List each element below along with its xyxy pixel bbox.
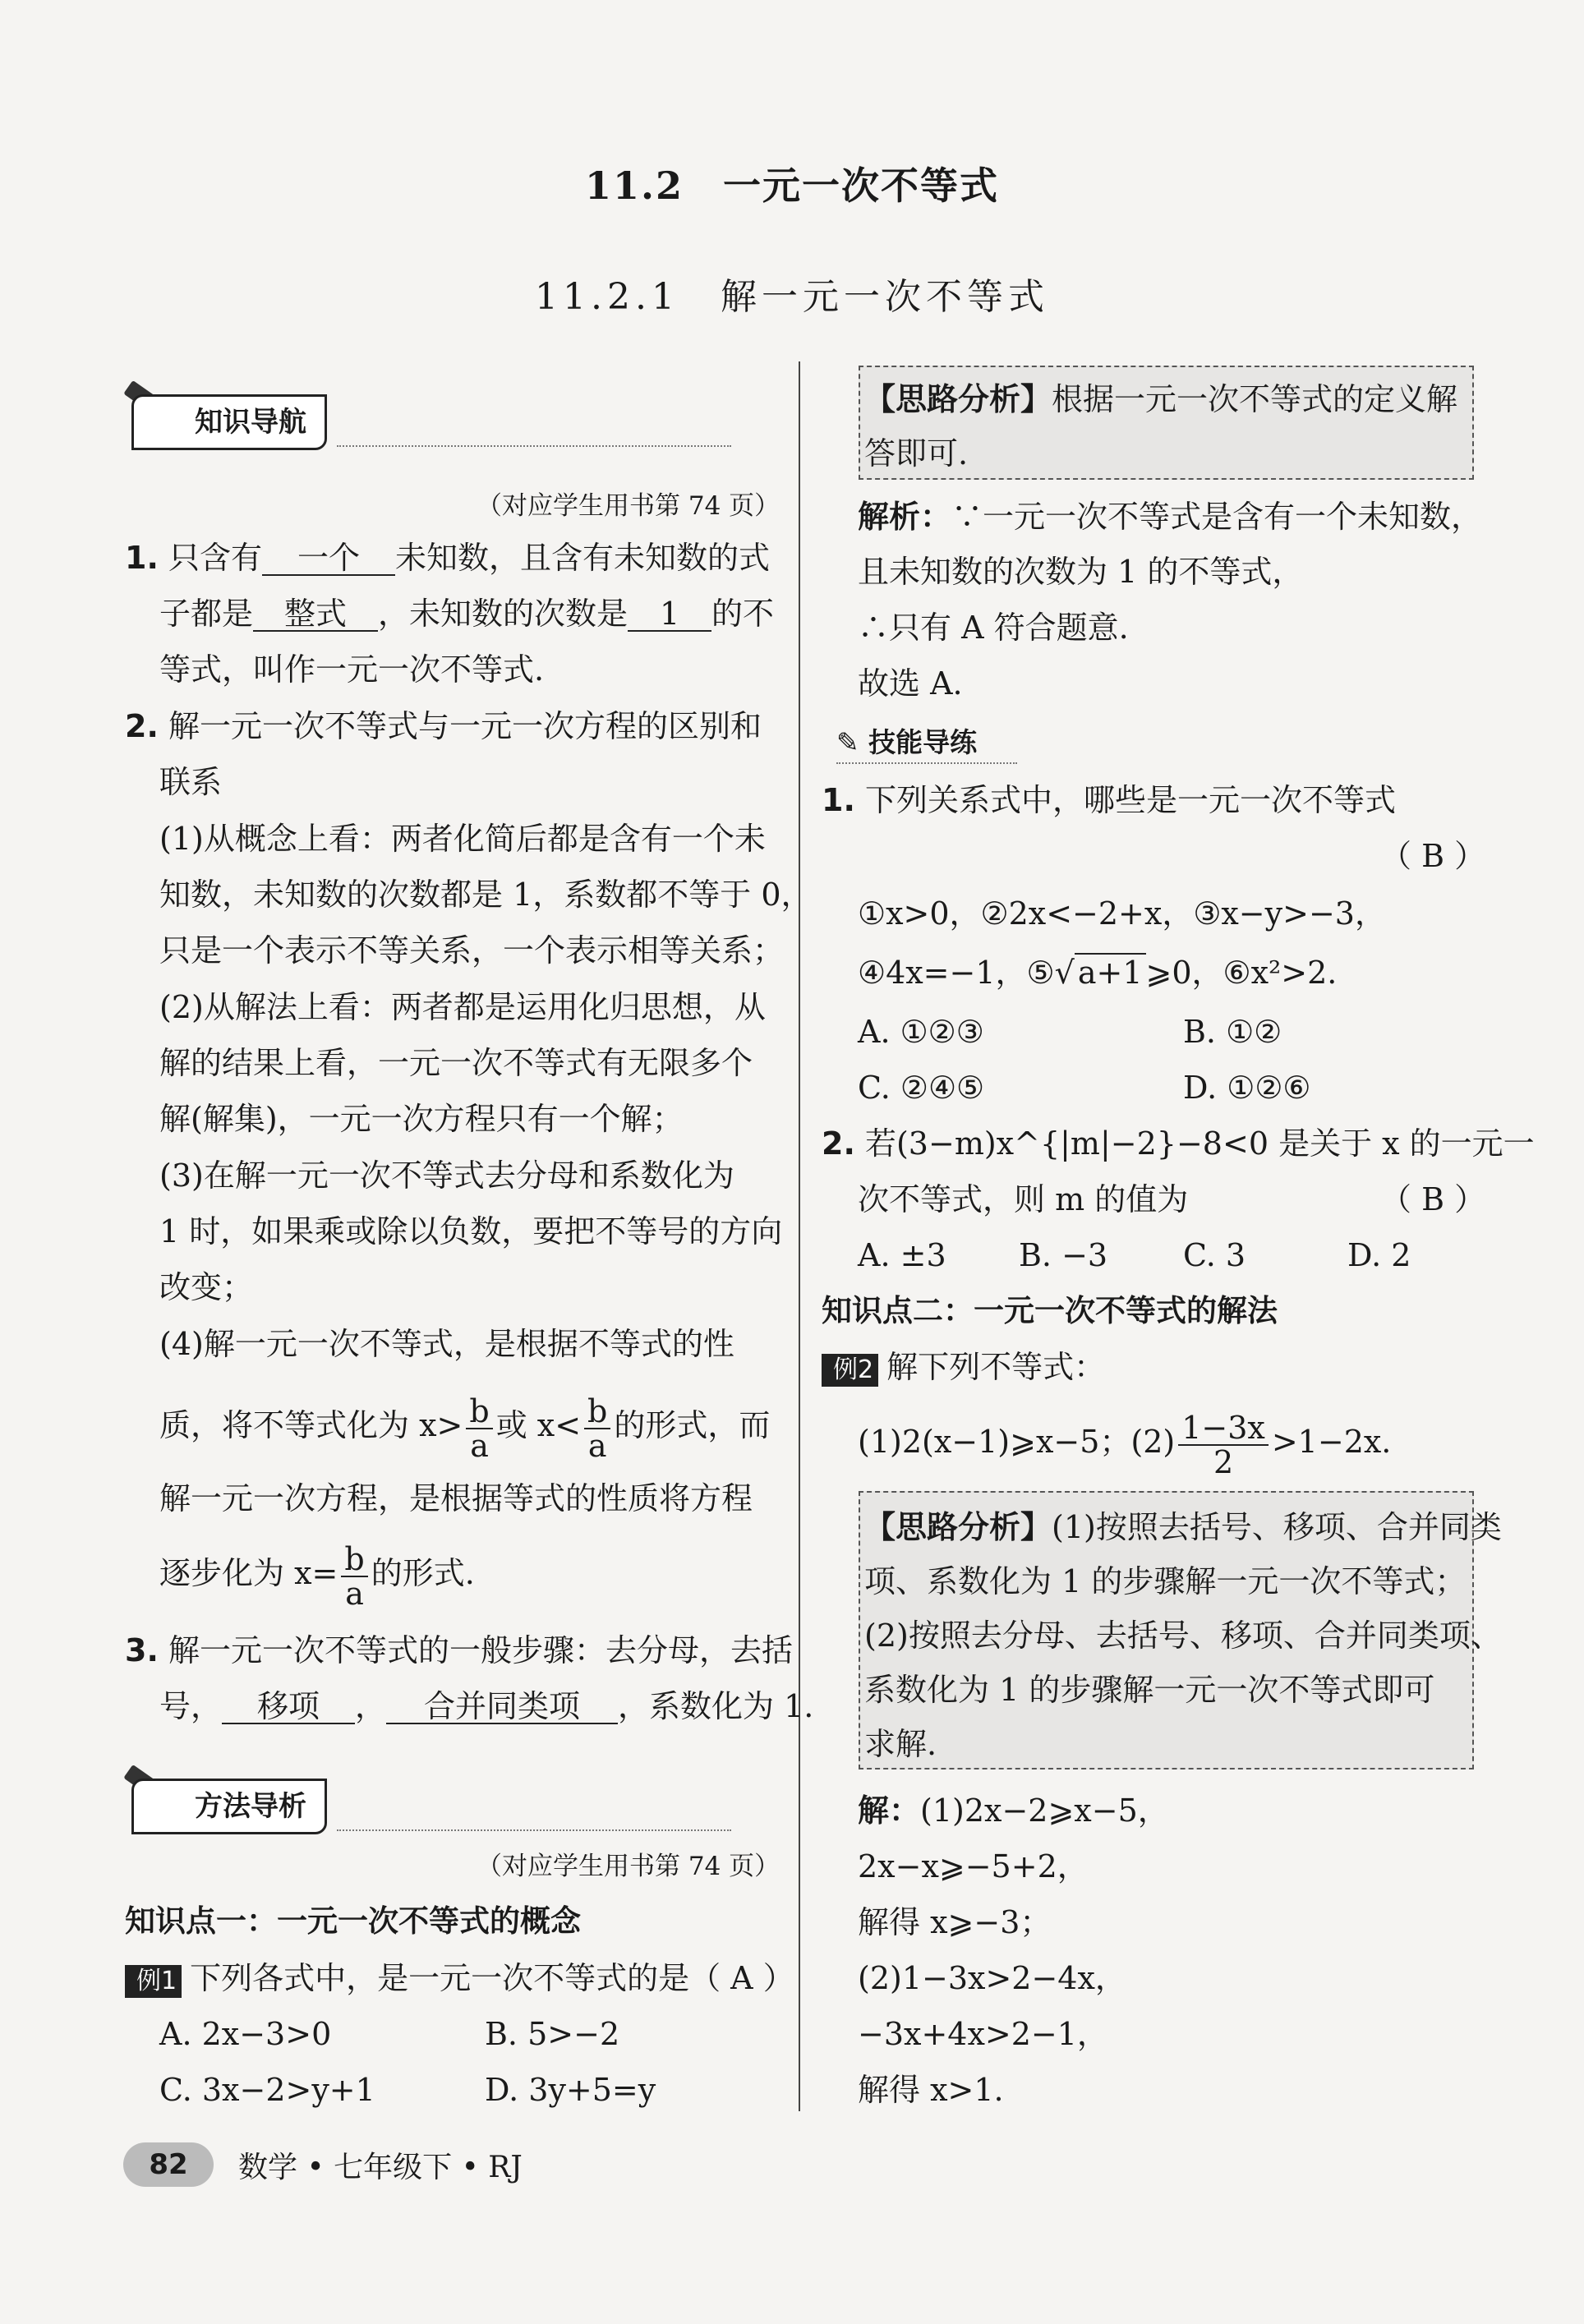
s1-option-b: B. ①②	[1183, 1014, 1282, 1050]
example1-question: 例1 下列各式中，是一元一次不等式的是（ A ）	[125, 1958, 794, 1998]
s1-option-c: C. ②④⑤	[858, 1070, 985, 1106]
s1-option-d: D. ①②⑥	[1183, 1070, 1311, 1106]
q2-p4b: 质，将不等式化为 x> $\frac{b}{a}$ 或 x< $\frac{b}{a}$ 的形式，而	[159, 1392, 771, 1464]
q2-p1b: 知数，未知数的次数都是 1，系数都不等于 0，	[159, 877, 813, 913]
sol1-line4: 故选 A.	[858, 665, 963, 702]
s1-line2: ①x>0，②2x<−2+x，③x−y>−3，	[858, 895, 1386, 932]
s2-option-d: D. 2	[1347, 1237, 1411, 1273]
ex1-option-a: A. 2x−3>0	[159, 2016, 332, 2052]
s1-answer: （ B ）	[1380, 838, 1486, 874]
box1-line1: 【思路分析】根据一元一次不等式的定义解	[864, 381, 1458, 417]
skill-practice-heading: ✎ 技能导练	[836, 726, 978, 758]
box2-line1: 【思路分析】(1)按照去括号、移项、合并同类	[864, 1509, 1502, 1545]
ex1-option-b: B. 5>−2	[485, 2016, 620, 2052]
q2-p1c: 只是一个表示不等关系，一个表示相等关系；	[159, 932, 785, 969]
column-divider	[799, 361, 800, 2111]
q2-p4d: 逐步化为 x= $\frac{b}{a}$ 的形式.	[159, 1540, 475, 1612]
sqrt-symbol: √	[1054, 955, 1075, 991]
book-info: 数学 • 七年级下 • RJ	[238, 2151, 523, 2184]
knowledge-nav-badge: 知识导航	[131, 394, 327, 450]
sol2-line4: (2)1−3x>2−4x，	[858, 1960, 1126, 1996]
q2-p3a: (3)在解一元一次不等式去分母和系数化为	[159, 1157, 734, 1194]
box2-line2: 项、系数化为 1 的步骤解一元一次不等式；	[864, 1563, 1467, 1599]
q2-p3b: 1 时，如果乘或除以负数，要把不等号的方向	[159, 1213, 783, 1249]
sol2-line3: 解得 x⩾−3；	[858, 1904, 1052, 1940]
q1-blank2: 整式	[253, 597, 378, 632]
page-reference: （对应学生用书第 74 页）	[477, 491, 780, 521]
sol2-line1: 解：(1)2x−2⩾x−5，	[858, 1792, 1169, 1829]
q2-p2c: 解(解集)，一元一次方程只有一个解；	[159, 1101, 684, 1137]
q2-p1a: (1)从概念上看：两者化简后都是含有一个未	[159, 821, 766, 857]
q1-line1: 1. 只含有 一个 未知数，且含有未知数的式	[125, 540, 771, 576]
sol1-line1: 解析：∵一元一次不等式是含有一个未知数，	[858, 499, 1483, 535]
fraction-b-over-a: $\frac{b}{a}$	[584, 1395, 610, 1462]
q2-p4a: (4)解一元一次不等式，是根据不等式的性	[159, 1326, 734, 1362]
q1-blank3: 1	[628, 597, 711, 632]
s1-line1: 1. 下列关系式中，哪些是一元一次不等式	[822, 782, 1396, 818]
badge-divider	[337, 445, 731, 447]
s1-line3: ④4x=−1，⑤√ a+1 ⩾0，⑥x²>2.	[858, 955, 1338, 991]
section-title: 11.2 一元一次不等式	[584, 163, 1000, 208]
example2-question: 例2 解下列不等式：	[822, 1347, 1105, 1387]
ex1-option-d: D. 3y+5=y	[485, 2072, 656, 2108]
fraction-b-over-a: $\frac{b}{a}$	[466, 1395, 492, 1462]
edit-icon: ✎	[836, 726, 859, 758]
q3-line2: 号， 移项 ， 合并同类项 ，系数化为 1.	[159, 1688, 814, 1724]
sol2-line5: −3x+4x>2−1，	[858, 2016, 1108, 2052]
knowledge-point-1: 知识点一：一元一次不等式的概念	[125, 1903, 581, 1939]
example2-inequalities: (1)2(x−1)⩾x−5；(2) $\frac{1-3x}{2}$ >1−2x.	[858, 1409, 1392, 1480]
q2-p2a: (2)从解法上看：两者都是运用化归思想，从	[159, 989, 766, 1025]
badge-divider	[337, 1829, 731, 1831]
fraction-b-over-a: $\frac{b}{a}$	[341, 1543, 367, 1610]
skill-divider	[836, 762, 1017, 764]
method-badge: 方法导析	[131, 1779, 327, 1834]
q3-blank2: 合并同类项	[386, 1690, 618, 1724]
s2-line2: 次不等式，则 m 的值为	[858, 1181, 1189, 1217]
page-number: 82	[123, 2142, 214, 2187]
ex1-option-c: C. 3x−2>y+1	[159, 2072, 375, 2108]
q2-p4c: 解一元一次方程，是根据等式的性质将方程	[159, 1480, 753, 1516]
page-reference: （对应学生用书第 74 页）	[477, 1852, 780, 1881]
sol2-line6: 解得 x>1.	[858, 2072, 1004, 2108]
box2-line5: 求解.	[864, 1726, 937, 1762]
s2-line1: 2. 若(3−m)x^{|m|−2}−8<0 是关于 x 的一元一	[822, 1125, 1535, 1162]
q2-p2b: 解的结果上看，一元一次不等式有无限多个	[159, 1045, 753, 1081]
s2-answer: （ B ）	[1380, 1181, 1486, 1217]
s1-option-a: A. ①②③	[858, 1014, 984, 1050]
subsection-title: 11.2.1 解一元一次不等式	[535, 276, 1049, 318]
q2-line2: 联系	[159, 764, 223, 800]
sol1-line3: ∴只有 A 符合题意.	[858, 610, 1129, 646]
box2-line3: (2)按照去分母、去括号、移项、合并同类项、	[864, 1618, 1502, 1654]
s2-option-a: A. ±3	[858, 1237, 946, 1273]
fraction-inequality: $\frac{1-3x}{2}$	[1178, 1411, 1269, 1479]
q1-line2: 子都是 整式 ，未知数的次数是 1 的不	[159, 596, 775, 632]
box2-line4: 系数化为 1 的步骤解一元一次不等式即可	[864, 1672, 1435, 1708]
knowledge-point-2: 知识点二：一元一次不等式的解法	[822, 1293, 1278, 1328]
q2-line1: 2. 解一元一次不等式与一元一次方程的区别和	[125, 708, 762, 744]
s2-option-b: B. −3	[1019, 1237, 1108, 1273]
sol2-line2: 2x−x⩾−5+2，	[858, 1848, 1089, 1885]
example-tag: 例2	[822, 1354, 878, 1387]
q3-blank1: 移项	[222, 1690, 355, 1724]
s2-option-c: C. 3	[1183, 1237, 1246, 1273]
q2-p3c: 改变；	[159, 1269, 254, 1305]
box1-line2: 答即可.	[864, 435, 969, 472]
example-tag: 例1	[125, 1965, 182, 1998]
q3-line1: 3. 解一元一次不等式的一般步骤：去分母，去括	[125, 1632, 793, 1668]
sol1-line2: 且未知数的次数为 1 的不等式，	[858, 554, 1304, 590]
q1-line3: 等式，叫作一元一次不等式.	[159, 651, 545, 688]
q1-blank1: 一个	[262, 541, 395, 576]
